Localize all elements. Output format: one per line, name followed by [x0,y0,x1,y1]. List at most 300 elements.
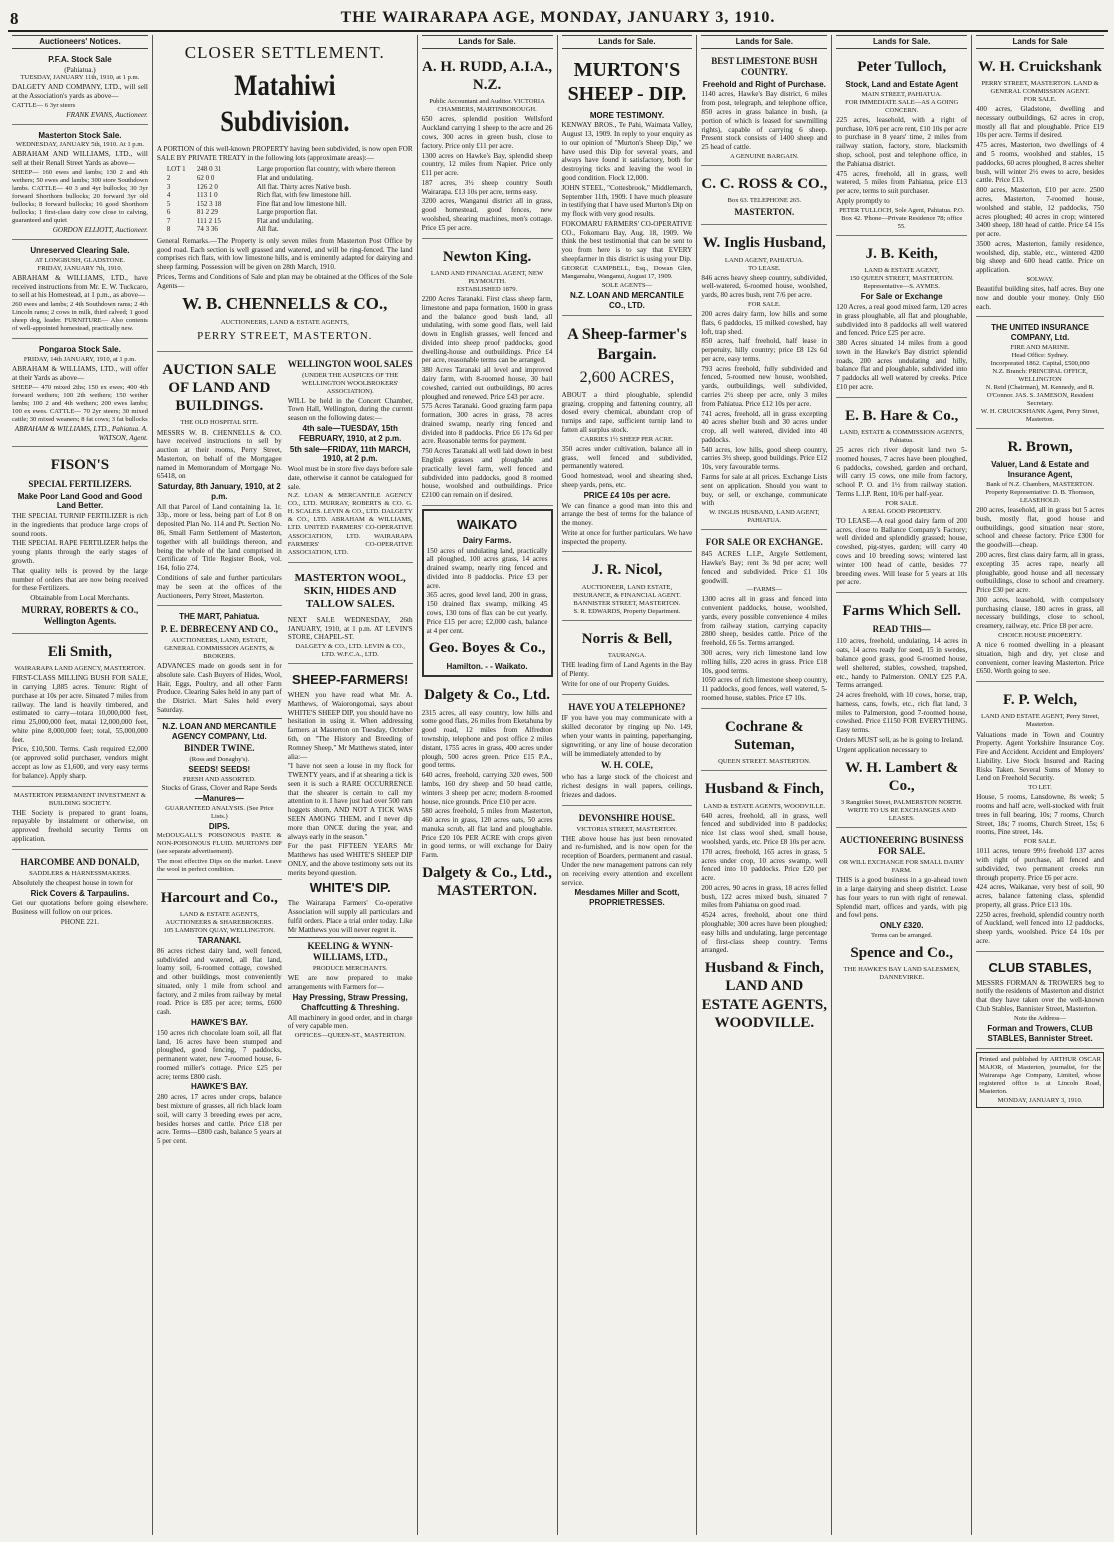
ad-title: P.F.A. Stock Sale [48,54,112,64]
ad-footer: Spence and Co., [850,944,953,961]
ad-sale-or-exchange [701,533,827,709]
ad-place: AT LONGBUSH, GLADSTONE. [35,256,125,264]
ad-price: A GENUINE BARGAIN. [729,152,799,160]
ad-hare [836,401,967,593]
ad-agent: W. B. CHENNELLS & CO., [182,294,388,314]
ad-footer-sub: THE HAWKE'S BAY LAND SALESMEN, DANNEVIRKE. [843,966,960,982]
ad-rep: S. R. EDWARDS, Property Department. [573,607,681,615]
ad-items: CATTLE— 6 3yr steers [12,101,76,109]
ad-seeds-body: Stocks of Grass, Clover and Rape Seeds [161,784,278,793]
ad-body: NEXT SALE WEDNESDAY, 26th JANUARY, 1910, at 1 p.m. AT LEVIN'S STORE, CHAPEL-ST. [287,615,413,642]
column-heading: Lands for Sale. [562,35,693,49]
ad-body: THE Society is prepared to grant loans, repayable by instalment or otherwise, on approved freehold security Terms on application. [12,808,148,843]
ad-inglis-husband [701,228,827,530]
ad-section: FOR SALE. [885,499,918,507]
ad-body: ABRAHAM & WILLIAMS, LTD., have received instructions from Mr. E. W. Tuckcaro, to sell at his Homestead, at 1 p.m., as above— [12,273,148,300]
ad-listing: 475 acres, Masterton, two dwellings of 4 and 5 rooms, woolshed and stables, 15 paddocks, 60 acres ploughed, 8 acres shelter bush, will winter 2½ ewes to acre, besides cattle. Price £13. [976,141,1104,185]
ad-title: W. H. Cruickshank [978,58,1102,75]
ad-listing: 846 acres heavy sheep country, subdivided, well-watered, 6-roomed house, woolshed, yards, 80 acres bush, rent 7/6 per acre. [701,273,828,300]
ad-matahiwi-subdivision [157,35,413,352]
ad-established: ESTABLISHED 1879. [456,285,518,293]
ad-body: Apply promptly to [836,196,890,205]
lot-table [167,165,413,233]
ad-body: JOHN STEEL, "Cottesbrook," Middlemarch, September 11th, 1909. I have much pleasure in testifying that I have used Murton's Dip on my flock with very good results. [561,183,693,219]
ad-body: Write at once for further particulars. We have inspected the property. [561,528,693,546]
ad-listing: 845 ACRES L.I.P., Argyle Settlement, Hawke's Bay; rent 3s 9d per acre; well fenced and subdivided. Price £1 10s goodwill. [701,550,828,585]
ad-nz-loan: N.Z. LOAN AND MERCANTILE AGENCY COMPANY, Ltd. [162,721,277,741]
ad-body: House, 5 rooms, Lansdowne, 8s week; 5 rooms and half acre, well-stocked with fruit trees in full bearing, 10s; 7 rooms, Church Street, 18s; 7 rooms, Church Street, 15s; 6 rooms, Pine street, 14s. [976,793,1104,837]
ad-body: Orders MUST sell, as he is going to Ireland. [836,735,964,744]
ad-listing: 150 acres rich chocolate loam soil, all flat land, 16 acres have been stumped and ploughed, good fencing, 7 paddocks, permanent water, new 7-roomed house, 6-roomed miller's cottage. Price £25 per acre; terms £800 cash. [156,1028,282,1081]
lot-row: 8 74 3 36 All flat. [166,225,279,234]
ad-listing: 1300 acres all in grass and fenced into convenient paddocks, house, woolshed, yards, every possible convenience 4 miles from railway station, carrying capacity 2800 sheep, besides cattle. Price of the freehold, £6 5s. Terms arranged. [701,595,828,648]
ad-tagline: Make Poor Land Good and Good Land Better. [17,491,143,511]
ad-sheep-farmers [288,667,413,1044]
ad-title: CLUB STABLES, [988,959,1092,975]
ad-section: SOLWAY. [1026,275,1054,283]
ad-subtitle: QUEEN STREET. MASTERTON. [718,758,811,766]
ad-title: Eli Smith, [47,643,113,660]
ad-listing: 187 acres, 3½ sheep country South Wairarapa. £13 10s per acre, terms easy. [421,178,553,196]
ad-title: MURTON'S SHEEP - DIP. [567,58,687,106]
ad-date: 5th sale—FRIDAY, 11th MARCH, 1910, at 2 p.m. [289,444,411,464]
ad-signature: GORDON ELLIOTT, Auctioneer. [52,226,148,235]
ad-title: SHEEP-FARMERS! [292,672,409,688]
ad-pongaroa-stock-sale [12,342,148,447]
ad-body: Good homestead, wool and shearing shed, sheep yards, pens, etc. [561,472,693,489]
ad-body: THE leading firm of Land Agents in the Bay of Plenty. [561,661,693,678]
lot-row: 3 126 2 0 All flat. Thirty acres Native bush. [166,182,352,191]
ad-section: LEASEHOLD. [1019,497,1061,505]
ad-ross [701,169,827,225]
ad-fisons-fertilizers [12,450,148,634]
ad-price: PRICE £4 10s per acre. [583,490,671,500]
ad-branch: N.Z. Branch: PRINCIPAL OFFICE, WELLINGTON [992,367,1088,383]
ad-title: Pongaroa Stock Sale. [39,345,121,355]
ad-listing: 2250 acres, freehold, splendid country north of Auckland, well fenced into 12 paddocks, sheep yards, woolshed. Price £4 10s per acre. [976,910,1104,945]
ad-agent-sub: AUCTIONEERS, LAND & ESTATE AGENTS, [220,319,349,327]
ad-title: Husband & Finch, [704,781,824,798]
ad-listing: 25 acres rich river deposit land two 5-roomed houses, 7 acres have been ploughed, 6 paddocks, cowshed, garden and orchard, will carry 15 cows, one mile from factory, school P. O. and 1½ from railway station. Terms L.I.P. Rent, 10/6 per half-year. [836,446,968,499]
imprint-date: MONDAY, JANUARY 3, 1910. [997,1097,1083,1105]
ad-subtitle: LAND & ESTATE AGENT, [864,267,940,275]
ad-body: THE SPECIAL TURNIP FERTILIZER is rich in the ingredients that produce large crops of sound roots. [12,512,148,538]
ad-murtons-sheep-dip [562,52,693,317]
ad-section: TO LEASE. [748,264,781,272]
ad-body: Urgent application necessary to [836,745,927,754]
ad-body: Farms for sale at all prices. Exchange Lists sent on application. Should you want to buy, or sell, or exchange, communicate with [701,473,828,508]
ad-note: Note the Address— [1014,1014,1067,1022]
ad-title: AUCTIONEERING BUSINESS FOR SALE. [839,835,964,857]
ad-title: R. Brown, [1007,439,1073,456]
ad-wellington-wool-sales [288,355,413,563]
ad-body: MESSRS W. B. CHENNELLS & CO. have received instructions to sell by auction at their rooms, Perry Street, Masterton, on behalf of the Mortgagee named in Memorandum of Mortgage No. 65418, on [156,428,282,481]
ad-title: THE MART, Pahiatua. [179,612,260,622]
ad-subtitle: TAURANGA. [607,652,646,660]
column-heading: Lands for Sale. [422,35,553,49]
ad-title: Newton King. [442,248,532,265]
ad-subtitle: LAND, ESTATE & COMMISSION AGENTS, Pahiatua. [839,429,964,445]
ad-dips: DIPS. [208,821,230,831]
ad-subtitle: (Pahiatua.) [64,65,96,74]
ad-prices: Prices, Terms and Conditions of Sale and plan may be obtained at the Offices of the Sole Agents— [156,272,413,290]
ad-agents-head: SOLE AGENTS— [601,281,653,289]
ad-body: We can finance a good man into this and arrange the best of terms for the balance of the money. [561,501,693,528]
ad-keith [836,239,967,398]
ad-product: WHITE'S DIP. [309,880,391,896]
ad-signature: MURRAY, ROBERTS & CO., Wellington Agents. [21,604,139,626]
ad-directors: N. Reid (Chairman), M. Kennedy, and R. O'Connor. JAS. S. JAMESON, Resident Secretary. [985,384,1095,408]
ad-listing: 200 acres dairy farm, low hills and some flats, 6 paddocks, 15 milked cowshed, hay loft, trap shed. [701,309,828,336]
ad-manures-sub: GUARANTEED ANALYSIS. (See Price Lists.) [165,804,274,820]
ad-listing: 24 acres freehold, with 10 cows, horse, trap, harness, cans, fowls, etc., rich flat land, 3 miles to Palmerston, good 7-roomed house, cowshed. Price £1150 FOR EVERYTHING. Easy terms. [836,691,968,735]
ad-listing: 800 acres, Masterton, £10 per acre. 2500 acres, Masterton, 7-roomed house, woolshed and stable, 12 paddocks, 750 acres ploughed; 40 acres in crop; wintered 3400 sheep, 180 head of cattle. Price £4 15s per acre. [976,186,1104,239]
column-1 [8,35,153,1535]
ad-agent: W. H. CRUICKSHANK Agent, Perry Street, Masterton. [980,408,1100,424]
column-2 [153,35,418,1535]
ad-title: A Sheep-farmer's Bargain. [567,326,687,363]
lot-row: 4 113 1 0 Rich flat, with few limestone hill. [166,191,352,200]
ad-date: 4th sale—TUESDAY, 15th FEBRUARY, 1910, at 2 p.m. [298,424,402,443]
ad-manures: —Manures— [194,793,244,803]
ad-body: who has a large stock of the choicest and richest designs in wall papers, ceilings, friezes and dadoes. [561,773,693,799]
ad-title: HARCOMBE AND DONALD, [20,856,140,867]
ad-date: TUESDAY, JANUARY 11th, 1910, at 1 p.m. [20,74,140,82]
column-6 [832,35,972,1535]
ad-subtitle: THE OLD HOSPITAL SITE. [180,419,259,427]
ad-title: W. Inglis Husband, [702,235,826,252]
ad-dips-body: The most effective Dips on the market. Leave the wool in perfect condition. [156,857,282,873]
ad-body: ADVANCES made on goods sent in for absolute sale. Cash Buyers of Hides, Wool, Hair, Eggs, Poultry, and all other Farm Produce. Clearing Sales held in any part of the District. Mart Sales held every Saturday. [156,662,282,715]
ad-title: Norris & Bell, [581,630,673,647]
ad-agent-sub: Hamilton. - - Waikato. [446,661,528,671]
ad-building-society [12,790,148,850]
ad-subtitle: PERRY STREET, MASTERTON. LAND & GENERAL COMMISSION AGENT. [981,80,1099,96]
ad-subtitle: AUCTIONEERS, LAND, ESTATE, GENERAL COMMISSION AGENTS, & BROKERS. [164,637,275,661]
ad-body: 350 acres under cultivation, balance all in grass, well fenced and subdivided, permanently watered. [561,444,693,471]
ad-address: MASTERTON. [734,207,795,218]
ad-signature: Forman and Trowers, CLUB STABLES, Bannister Street. [987,1023,1093,1043]
ad-title: Peter Tulloch, [857,58,947,75]
ad-newton-king [422,242,553,506]
ad-rep: Property Representative: D. B. Thomson, [985,489,1095,496]
ad-subtitle: (UNDER THE AUSPICES OF THE WELLINGTON WOOLBROKERS' ASSOCIATION). [302,371,399,395]
column-2-left [157,355,282,1154]
ad-title: Dalgety & Co., Ltd. [424,687,550,704]
ad-signature: W. H. Lambert & Co., [845,759,959,794]
lot-row: 5 152 3 18 Fine flat and low limestone hill. [166,199,347,208]
ad-waikato [422,509,553,677]
ad-acres: 2,600 ACRES, [579,369,675,387]
ad-harcombe-donald [12,853,148,931]
ad-listing: 2315 acres, all easy country, low hills and some good flats, 26 miles from Eketahuna by good road, 12 miles from Alfredton township, telephone and post office 2 miles distant, 1755 acres in grass, 400 acres under plough, 500 acres green. Price £15 P.A., good terms. [421,708,553,770]
ad-listing: 3200 acres, Wanganui district all in grass, good homestead, good fences, new woolshed, shearing machines, men's cottage. Price £5 per acre. [421,197,553,232]
ad-club-stables [976,955,1104,1050]
ad-section: A REAL GOOD PROPERTY. [861,507,942,515]
ad-listing: TO LEASE—A real good dairy farm of 200 acres, close to Ballance Company's Factory; well divided and splendidly grassed; house, cowshed, pig-styes, garden; will carry 40 cows and 10 breeding sows; wintered last winter 100 head of cattle, besides 77 breeding ewes. Will lease for 5 years at 10s per acre. [836,516,968,587]
ad-body: FOKOMARU FARMERS' CO-OPERATIVE CO., Fokomaru Bay, Aug. 18, 1909. We think the best testimonial that can be sent to you from here is to say that EVERY sheepfarmer in this district is using your Dip. [561,219,693,263]
ad-title: FOR SALE OR EXCHANGE. [705,537,823,548]
ad-address: 105 LAMBTON QUAY, WELLINGTON. [163,926,276,934]
ad-subtitle: FIRE AND MARINE. [1010,343,1070,351]
ad-section: FOR IMMEDIATE SALE—AS A GOING CONCERN. [845,98,959,114]
ad-carries: CARRIES 1½ SHEEP PER ACRE. [580,435,674,443]
ad-body: Price, £10,500. Terms. Cash required £2,000 (or approved solid purchaser, vendors might accept as low as £1,600, and very easy terms for balance). Apply sharp. [12,745,148,780]
ad-items: SHEEP— 470 mixed 2ths; 150 ex ewes; 400 4th forward wethers; 100 2th wethers; 150 wether lambs; 100 2 and 4th wethers; 200 ewes lambs; 100 ex ewes. CATTLE— 70 2yr steers; 30 mixed cattle; 30 mixed weaners; 8 fat cows; 3 fat bullocks [12,383,148,423]
ad-body: For the past FIFTEEN YEARS Mr Matthews has used WHITE'S SHEEP DIP ONLY, and the above testimony sets out its merits beyond question. [287,842,413,877]
ad-body: ABRAHAM & WILLIAMS, LTD., will offer at their Yards as above— [12,365,148,382]
ad-body: IF you have you may communicate with a skilled decorator by ringing up No. 149, when your wants in painting, paperhanging, signwriting, or any line of house decoration will be immediately attended to by [561,714,693,758]
ad-listing: 120 Acres, a real good mixed farm, 120 acres in grass ploughable, all flat and ploughable, subdivided into 8 paddocks all well watered and fenced. Price £25 per acre. [836,302,968,338]
ad-agents: N.Z. LOAN & MERCANTILE AGENCY CO., LTD. MURRAY, ROBERTS & CO. G. H. SCALES. LEVIN & CO., LTD. DALGETY & CO., LTD. ABRAHAM & WILLIAMS, LTD. UNITED FARMERS' CO-OPERATIVE ASSOCIATION, LTD. WAIRARAPA FARMERS' CO-OPERATIVE ASSOCIATION, LTD. [287,492,413,556]
ad-subtitle: LAND & ESTATE AGENTS, WOODVILLE. [703,802,826,810]
ad-subtitle: SPECIAL FERTILIZERS. [28,478,132,489]
ad-subtitle: Valuer, Land & Estate and Insurance Agent, [991,460,1089,480]
ad-title: F. P. Welch, [1003,692,1078,709]
ad-signature: PETER TULLOCH, Sole Agent, Pahiatua. P.O. Box 42. 'Phone—Private Residence 78; office 55. [839,206,965,230]
ad-body: WHEN you have read what Mr. A. Matthews, of Waiorongomai, says about WHITE'S SHEEP DIP, you should have no hesitation in using it. When addressing farmers at Masterton on Tuesday, October 6th, on "The History and Breeding of Romney Sheep," Mr Matthews stated, inter alia:— [287,691,413,761]
column-3 [418,35,558,1535]
ad-body: Conditions of sale and further particulars may be seen at the offices of the Auctioneers, Perry Street, Masterton. [156,573,282,600]
ad-seeds-sub: FRESH AND ASSORTED. [182,776,256,784]
ad-listing: 640 acres, freehold, carrying 320 ewes, 500 lambs, 160 dry sheep and 50 head cattle, winters 3 sheep per acre; modern 8-roomed house, nice grounds. Price £10 per acre. [421,771,553,806]
ad-agent: Geo. Boyes & Co., [428,640,546,657]
ad-listing: 280 acres, 17 acres under crops, balance best mixture of grasses, all rich black loam soil, will carry 3 breeding ewes per acre, besides horses and cattle. Price £18 per acre. Terms—£800 cash, balance 5 years at 5 per cent. [156,1093,282,1146]
ad-norris-bell [562,624,693,695]
ad-subtitle: LAND AND FINANCIAL AGENT, NEW PLYMOUTH. [430,269,544,285]
ad-husband-finch [701,774,827,1040]
column-heading: Lands for Sale [976,35,1104,49]
ad-signature: GEORGE CAMPBELL, Esq., Dowan Glen, Mangamahu, Wanganui, August 17, 1909. [561,264,693,280]
ad-title: J. R. Nicol, [591,562,663,579]
ad-sheep-farmers-bargain [562,319,693,552]
ad-welch [976,685,1104,952]
ad-listing: 640 acres, freehold, all in grass, well fenced and subdivided into 8 paddocks; nice 1st class wool shed, small house, woolshed, yards, etc. Price £8 10s per acre. [701,811,828,847]
ad-signature: W. INGLIS HUSBAND, LAND AGENT, PAHIATUA. [709,509,820,525]
ad-listing: 1011 acres, tenure 99½ freehold 137 acres with right of purchase, all fenced and subdivided, two permanent creeks run through property. Price £6 per acre. [976,847,1104,882]
ad-date: FRIDAY, 14th JANUARY, 1910, at 1 p.m. [23,356,137,364]
ad-agent-address: PERRY STREET, MASTERTON. [197,330,373,343]
ad-subtitle: Stock, Land and Estate Agent [845,80,958,90]
ad-listing: 3500 acres, Masterton, family residence, woolshed, dip, stable, etc., wintered 4200 big sheep and 600 head cattle. Price on application. [976,239,1104,275]
ad-subtitle: OR WILL EXCHANGE FOR SMALL DAIRY FARM. [839,859,965,875]
columns [8,35,1108,1535]
ad-title: WAIKATO [456,516,518,532]
ad-title: HAVE YOU A TELEPHONE? [568,701,686,712]
ad-subtitle: READ THIS— [872,624,931,635]
ad-title: A. H. RUDD, A.I.A., N.Z. [422,58,553,94]
ad-body: ABRAHAM AND WILLIAMS, LTD., will sell at their Renall Street Yards as above— [12,150,148,168]
ad-body: All that Parcel of Land containing 1a. 1r. 33p., more or less, being part of Lot 8 on deposited Plan No. 114 and Pt. Section No. 86, Small Farm Settlement of Masterton, together with all buildings thereon, and being the whole of the land comprised in Certificate of Title Register Book, vol. 164, folio 274. [156,502,282,573]
ad-listing: 650 acres, splendid position Wellsford Auckland carrying 1 sheep to the acre and 26 cows, 300 acres in green bush, close to factory. Price only £11 per acre. [421,115,553,150]
lot-row: 6 81 2 29 Large proportion flat. [166,208,318,217]
masthead-title: THE WAIRARAPA AGE, MONDAY, JANUARY 3, 1910. [340,9,776,27]
ad-subtitle: MORE TESTIMONY. [589,110,665,120]
ad-section: For Sale or Exchange [860,292,943,302]
ad-listing: 475 acres, freehold, all in grass, well watered, 5 miles from Pahiatua, price £13 per acre, terms to suit purchaser. [836,169,968,196]
ad-title: WELLINGTON WOOL SALES [287,358,413,369]
ad-signature: W. H. COLE, [600,760,653,771]
ad-listing: 150 acres of undulating land, practically all ploughed, 100 acres grass, 14 acres drained swamp, nearly ring fenced and divided into 8 paddocks. Price £3 per acre. [426,546,548,590]
page-number: 8 [10,9,19,28]
ad-subtitle: Public Accountant and Auditor. VICTORIA CHAMBERS, MARTINBOROUGH. [429,98,545,114]
ad-keeling-sub: PRODUCE MERCHANTS. [312,965,388,973]
ad-listing: 200 acres, leasehold, all in grass but 5 acres bush, mostly flat, good house and outbuildings, good situation near store, school and cheese factory. Price £300 for the goodwill—cheap. [976,506,1104,550]
ad-subtitle: LAND AGENT, PAHIATUA. [724,256,804,264]
ad-auctioneering-business [836,831,967,986]
ad-items: 260 ewes and lambs; 2 4th Southdown rams; 2 4th Lincoln rams; 2 cows in milk, third calved; 1 good sheep dog, leader. FURNITURE— Also contents of well-appointed homestead, practically new. [12,301,148,333]
ad-seeds: SEEDS! SEEDS! [188,765,251,775]
ad-body: 1140 acres, Hawke's Bay district, 6 miles from post, telegraph, and telephone office, 850 acres in grass balance in bush, (a portion of which is leased for sawmilling rights), capable of carrying 6 sheep. Present stock consists of 1400 sheep and 25 head of cattle. [701,90,828,152]
ad-region: TARANAKI. [197,935,242,945]
ad-quote: "I have not seen a louse in my flock for TWENTY years, and if at shearing a tick is seen it is such a RARE OCCURRENCE that the shearer is certain to call my attention to it. I have just had over 500 ram hoggets shorn, AND NOT A TICK WAS SEEN AMONG THEM, and I never dip more than ONCE during the year, and always early in the season." [287,762,413,841]
ad-body: FIRST-CLASS MILLING BUSH FOR SALE, in carrying 1,885 acres. Tenure: Right of purchase at 10s per acre. Situated 7 miles from railway. The land is heavily timbered, and estimated to carry—totara 10,000,000 feet, rimu 25,000,000 feet, matai 12,000,000 feet, white pine 8,000,000 feet; total, 55,000,000 feet. [12,674,148,744]
ad-region: HAWKE'S BAY. [190,1017,248,1027]
ad-section: FOR SALE. [748,300,781,308]
ad-address: Bank of N.Z. Chambers, MASTERTON. [986,480,1095,488]
ad-listing: 793 acres freehold, fully subdivided and fenced, 5-roomed new house, woolshed, yards, outbuildings, well subdivided, carries 2½ sheep per acre, only 3 miles from Pahiatua. Price £12 10s per acre. [701,364,828,408]
ad-body: Get our quotations before going elsewhere. Business will follow on our prices. [12,899,148,917]
ad-cochrane-suteman [701,712,827,772]
ad-peter-tulloch [836,52,967,236]
ad-footer: Husband & Finch, LAND AND ESTATE AGENTS, WOODVILLE. [701,960,827,1032]
ad-twine: BINDER TWINE. [184,743,255,754]
ad-subtitle: LAND AND ESTATE AGENT, Perry Street, Masterton. [980,713,1100,729]
ad-body: MESSRS FORMAN & TROWERS beg to notify the residents of Masterton and district that they have taken over the well-known Club Stables, Bannister Street, Masterton. [976,978,1104,1013]
ad-body: All machinery in good order, and in charge of very capable men. [287,1013,413,1031]
ad-united-insurance [976,320,1104,429]
ad-masterton-wool-sales [288,566,413,665]
ad-items: SHEEP— 160 ewes and lambs; 130 2 and 4th wethers; 50 ewes and lambs; 300 store Southdown lambs. CATTLE— 40 3 and 4yr bullocks; 30 3yr forward Shorthorn bullocks; 20 forward 3yr old bullocks; 8 forward bullocks; 16 good Shorthorn bullocks; 1 first-class dairy cow close to calving, guaranteed and quiet [12,169,148,225]
ad-masterton-stock-sale [12,128,148,240]
ad-signature: ABRAHAM & WILLIAMS, LTD., Pahiatua. A. WATSON, Agent. [14,424,148,442]
imprint-text: Printed and published by ARTHUR OSCAR MAJOR, of Masterton, journalist, for the Wairarapa Age Company, Limited, whose registered office is at Lincoln Road, Masterton. [979,1056,1101,1096]
ad-tagline: Rick Covers & Tarpaulins. [30,888,130,898]
ad-subtitle: WAIRARAPA LAND AGENCY, MASTERTON. [14,665,146,673]
ad-body: THE SPECIAL RAPE FERTILIZER helps the young plants through the early stages of growth. [12,539,148,566]
ad-listing: 86 acres richest dairy land, well fenced, subdivided and watered, all flat land, loamy soil, 6-roomed cottage, cowshed and other buildings, most conveniently situated, only 1 mile from school and factory, and 2 miles from railway by metal road. Price is £85 per acre; terms, £600 cash. [156,946,282,1017]
column-2-split [157,355,413,1154]
ad-listing: 575 Acres Taranaki. Good grazing farm papa formation, 300 acres in grass, 78 acres drained swamp, nearly ring fenced and divided into 8 paddocks. Price £6 17s 6d per acre. Reasonable terms for payment. [421,402,553,446]
ad-cruickshank [976,52,1104,318]
ad-title: FISON'S [50,457,110,474]
ad-address: 150 QUEEN STREET, MASTERTON. [849,275,954,283]
ad-listing: 2200 Acres Taranaki. First class sheep farm, limestone and papa formation, 1600 in grass and the balance good bush land, all undulating, with some good flats, well laid down in English grasses, well fenced and divided into sheep proof paddocks, good dwelling-house and outbuildings. Price £4 per acre, reasonable terms can be arranged. [421,294,553,365]
ad-title: CLOSER SETTLEMENT. [184,43,385,62]
ad-body: Absolutely the cheapest house in town for [12,878,133,887]
ad-listing: 380 Acres situated 14 miles from a good town in the Hawke's Bay district splendid roads, 200 acres undulating and hilly, balance flat and ploughable, subdivided into 7 paddocks all well watered by creeks. Price £10 per acre. [836,339,968,391]
ad-address: MAIN STREET, PAHIATUA. [861,90,942,98]
ad-listing: 400 acres, Gladstone, dwelling and necessary outbuildings, 62 acres in crop, mostly all flat and ploughable. Price £19 10s per acre. Terms if desired. [976,105,1104,140]
ad-subtitle: Dairy Farms. [462,535,512,545]
ad-listing: 110 acres, freehold, undulating, 14 acres in oats, 14 acres ready for seed, 15 in swedes, balance good grass, good 6-roomed house, well sheltered, stables, cowshed, trapshed, etc., handy to Palmerston. ONLY £25 P.A. Terms arranged. [836,637,968,690]
ad-listing: 424 acres, Waikanae, very best of soil, 90 acres, balance fattening class, splendid property, all grass. Price £13 10s. [976,883,1104,909]
ad-limestone-bush [701,52,827,166]
ad-rep: Representative—S. AYMES. [863,283,940,291]
ad-dips-body: McDOUGALL'S POISONOUS PASTE & NON-POISONOUS FLUID. MURTON'S DIP (see separate advertisement). [156,832,282,856]
column-2-right [288,355,413,1154]
ad-listing: 1300 acres on Hawke's Bay, splendid sheep country, 12 miles from Napier. Price only £11 per acre. [421,151,553,178]
ad-listing: 365 acres, good level land, 200 in grass, 150 drained flax swamp, milking 45 cows, 130 tons of flax can be cut yearly. Price £15 per acre; £2,000 cash, balance at 4 per cent. [426,591,548,635]
ad-services: Hay Pressing, Straw Pressing, Chaffcutting & Threshing. [292,993,408,1012]
ad-section: FOR SALE. [1023,96,1057,104]
column-4 [558,35,698,1535]
ad-terms: Terms can be arranged. [870,931,933,939]
ad-listing: 300 acres, very rich limestone land low rolling hills, 220 acres in grass. Price £18 10s, good terms. [701,649,828,675]
ad-listing: 540 acres, low hills, good sheep country, carries 3½ sheep, good buildings. Price £12 10s, very favourable terms. [701,445,828,472]
ad-body: WE are now prepared to make arrangements with Farmers for— [287,974,413,992]
ad-eli-smith [12,637,148,787]
ad-section: TO LET. [1028,784,1052,792]
ad-auction-sale [157,355,282,607]
ad-title: MASTERTON PERMANENT INVESTMENT & BUILDING SOCIETY. [13,791,146,807]
ad-listing: 580 acres freehold, 5 miles from Masterton, 460 acres in grass, 120 acres oats, 50 acres manuka scrub, all flat land and ploughable. Price £20 10s PER ACRE with crops given in good terms, or will exchange for Dairy Farm. [421,807,553,860]
ad-nicol [562,555,693,620]
masthead [8,6,1108,32]
ad-listing: 225 acres, leasehold, with a right of purchase, 10/6 per acre rent, £10 10s per acre to purchase in 8 years' time, 2 miles from railway station, factory, store, blacksmith shop, school, post and telephone office, in the Pahiatua district. [836,115,968,168]
ad-farms-which-sell [836,596,967,828]
ad-title: Masterton Stock Sale. [38,130,122,140]
ad-title: THE UNITED INSURANCE COMPANY, Ltd. [991,323,1089,343]
ad-section: CHOICE HOUSE PROPERTY. [998,632,1083,639]
lot-row: 7 111 2 15 Flat and undulating. [166,216,314,225]
ad-title: E. B. Hare & Co., [845,407,959,424]
column-heading: Lands for Sale. [701,35,827,49]
ad-signature: Mesdames Miller and Scott, PROPRIETRESSES. [574,888,680,908]
ad-price: ONLY £320. [879,921,924,931]
ad-subtitle: SADDLERS & HARNESSMAKERS. [29,869,131,877]
column-heading: Lands for Sale. [836,35,967,49]
ad-agents: DALGETY & CO., LTD. LEVIN & CO., LTD. W.F.C.A., LTD. [295,643,405,659]
ad-subtitle: AUCTIONEER, LAND ESTATE, INSURANCE, & FINANCIAL AGENT. [572,583,681,599]
ad-body: Valuations made in Town and Country Property. Agent Yorkshire Insurance Coy. Fire and Accident. Accident and Employers' Liability. Live Stock Insured and Racing Risks Taken. Several Sums of Money to Lend on Freehold Security. [976,730,1104,783]
ad-region: HAWKE'S BAY. [190,1082,248,1092]
ad-title: MASTERTON WOOL, SKIN, HIDES AND TALLOW SALES. [294,571,406,611]
ad-listing: 200 acres, first class dairy farm, all in grass, excepting 35 acres rape, nearly all ploughable, good house and all necessary outbuildings, close to school and creamery. Price £30 per acre. [976,550,1104,595]
ad-section: FOR SALE. [1023,838,1057,846]
ad-body: DALGETY AND COMPANY, LTD., will sell at the Association's yards as above— [12,83,148,101]
ad-r-brown [976,432,1104,682]
ad-listing: 200 acres, 90 acres in grass, 18 acres felled bush, 122 acres mixed bush, situated 7 miles from Pahiatua on good road. [701,883,828,910]
ad-agent: P. E. DEBRECENY AND CO., [160,624,278,635]
lot-row: LOT 1 248 0 31 Large proportion flat country, with where thereon [166,165,396,174]
ad-signature: FRANK EVANS, Auctioneer. [66,110,148,119]
imprint [976,1052,1104,1108]
ad-clearing-sale [12,243,148,339]
ad-listing: 1050 acres of rich limestone sheep country, 11 paddocks, good fences, well watered, 5-roomed house, stables. Price £7 10s. [701,676,828,702]
ad-title: BEST LIMESTONE BUSH COUNTRY. [711,55,818,77]
ad-title: Unreserved Clearing Sale. [30,246,130,256]
ad-harcourt [157,883,282,1151]
ad-phone: PHONE 221. [60,917,100,926]
ad-pfa-stock-sale [12,52,148,125]
ad-listing: 750 Acres Taranaki all well laid down in best English grasses and ploughable and practically level farm, well fenced and subdivided into paddocks, good 8 roomed house, woolshed and outbuildings. Price £2100 can remain on if desired. [421,447,553,500]
ad-intro: A PORTION of this well-known PROPERTY having been subdivided, is now open FOR SALE BY PRIVATE TREATY in the following lots (approximate areas):— [156,144,413,162]
ad-address: BANNISTER STREET, MASTERTON. [573,599,681,607]
ad-title: J. B. Keith, [865,245,938,262]
ad-date: FRIDAY, JANUARY 7th, 1910. [37,264,123,272]
ad-address: WRITE TO US RE EXCHANGES AND LEASES. [847,807,956,823]
ad-headline: Matahiwi Subdivision. [220,68,350,139]
ad-section: —FARMS— [746,586,782,594]
ad-hq: Head Office: Sydney. [1011,351,1069,359]
ad-title: Harcourt and Co., [160,889,278,906]
ad-listing: 741 acres, freehold, all in grass excepting 40 acres shelter bush and 30 acres under crop, all well watered, divided into 40 paddocks. [701,409,828,444]
ad-body: THE above house has just been renovated and re-furnished, and is now open for the reception of Boarders, permanent and casual. Under the new management patrons can rely on receiving every attention and excellent service. [561,834,693,887]
ad-listing: 850 acres, half freehold, half lease in perpetuity, hilly country; price £8 12s 6d per acre, easy terms. [701,337,828,363]
ad-body: THIS is a good business in a go-ahead town in a large dairying and sheep district. Lease has four years to run with right of renewal. Splendid mart, offices and yards, with pig and fowl pens. [836,876,968,920]
ad-date: WEDNESDAY, JANUARY 5th, 1910. At 1 p.m. [15,141,145,149]
